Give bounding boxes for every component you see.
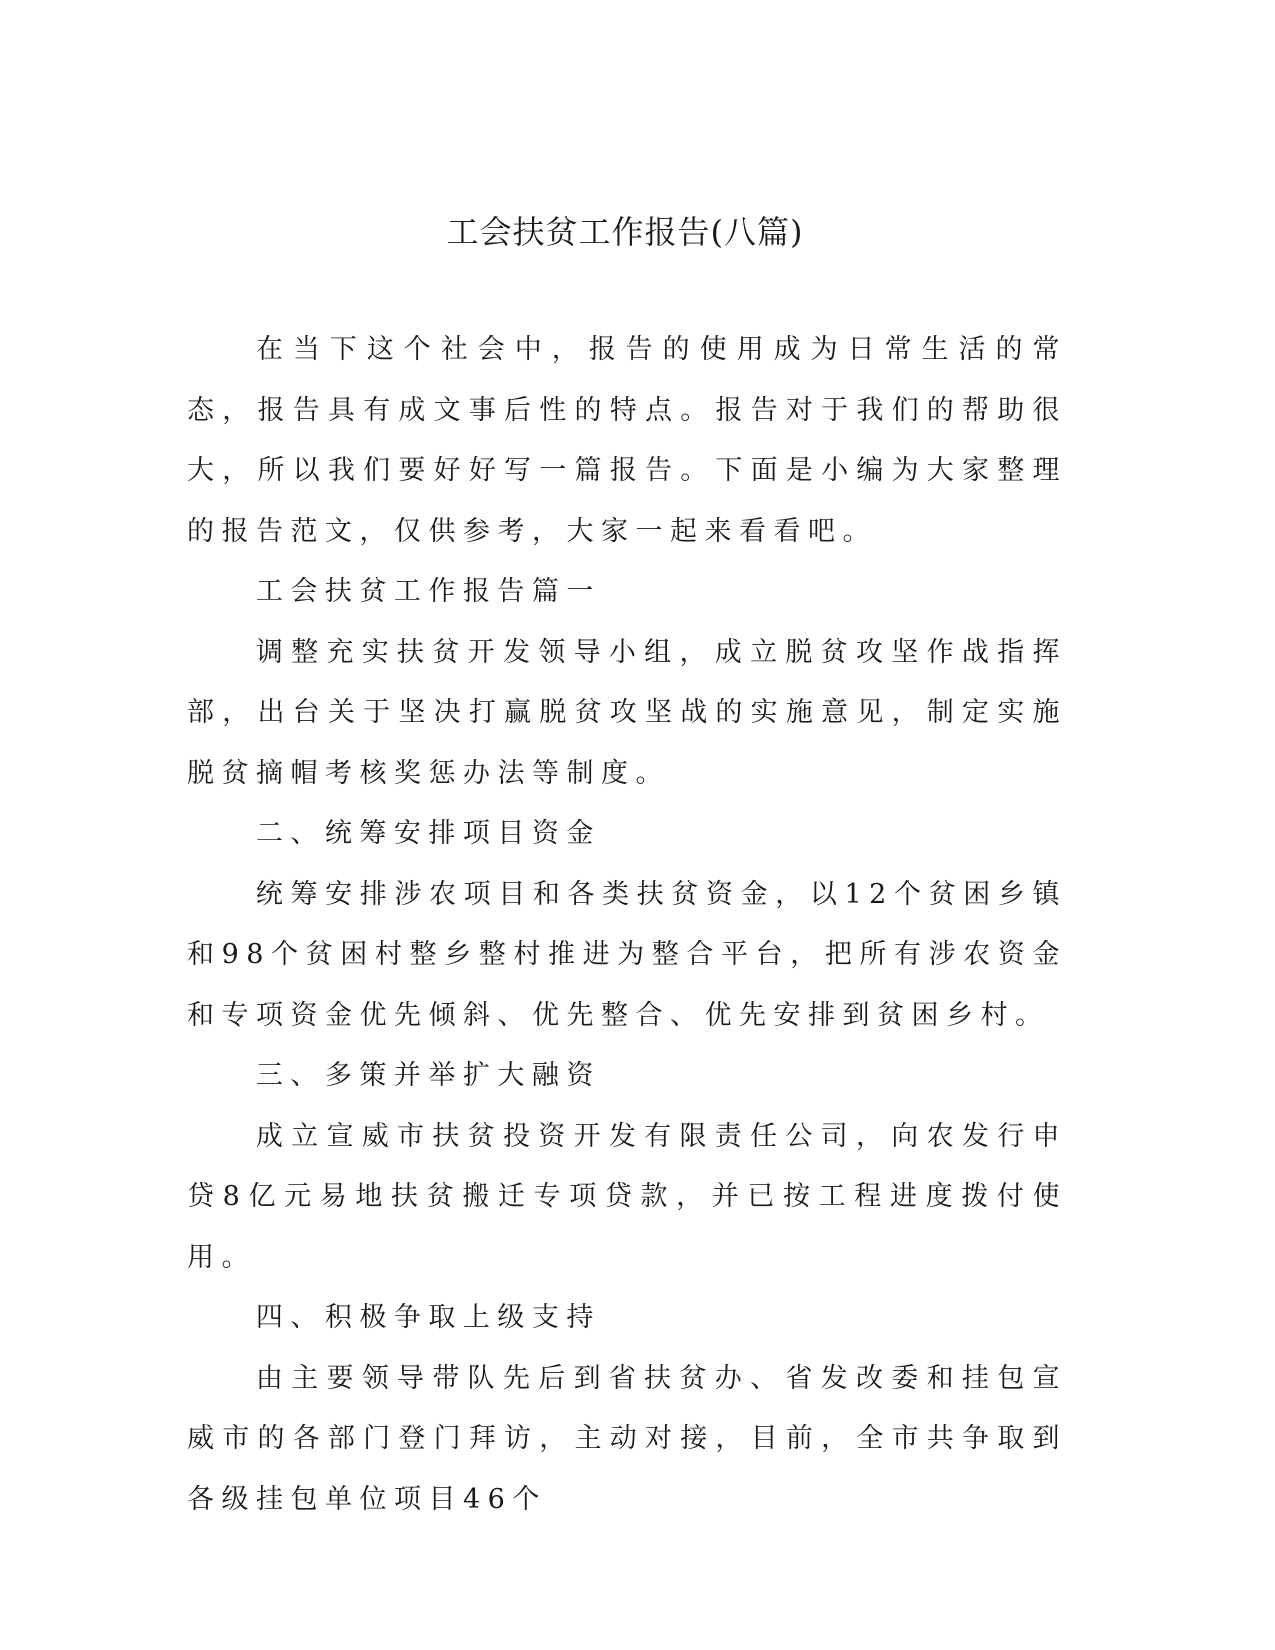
paragraph-support: 由主要领导带队先后到省扶贫办、省发改委和挂包宣威市的各部门登门拜访，主动对接，目前，全市共争取到各级挂包单位项目46个 xyxy=(187,1362,1067,1515)
paragraph-financing: 成立宣威市扶贫投资开发有限责任公司，向农发行申贷8亿元易地扶贫搬迁专项贷款，并已按工程进度拨付使用。 xyxy=(187,1120,1067,1273)
paragraph-intro: 在当下这个社会中，报告的使用成为日常生活的常态，报告具有成文事后性的特点。报告对于我们的帮助很大，所以我们要好好写一篇报告。下面是小编为大家整理的报告范文，仅供参考，大家一起来看看吧。 xyxy=(187,334,1067,547)
document-body xyxy=(187,320,1067,1530)
paragraph-leadership: 调整充实扶贫开发领导小组，成立脱贫攻坚作战指挥部，出台关于坚决打赢脱贫攻坚战的实施意见，制定实施脱贫摘帽考核奖惩办法等制度。 xyxy=(187,636,1067,789)
document-title: 工会扶贫工作报告(八篇) xyxy=(446,213,804,251)
section-heading-financing: 三、多策并举扩大融资 xyxy=(255,1060,601,1091)
section-heading-funds: 二、统筹安排项目资金 xyxy=(255,818,601,849)
section-heading-support: 四、积极争取上级支持 xyxy=(255,1302,601,1333)
paragraph-funds: 统筹安排涉农项目和各类扶贫资金，以12个贫困乡镇和98个贫困村整乡整村推进为整合平台，把所有涉农资金和专项资金优先倾斜、优先整合、优先安排到贫困乡村。 xyxy=(187,878,1067,1031)
section-heading-part-one: 工会扶贫工作报告篇一 xyxy=(255,576,601,607)
